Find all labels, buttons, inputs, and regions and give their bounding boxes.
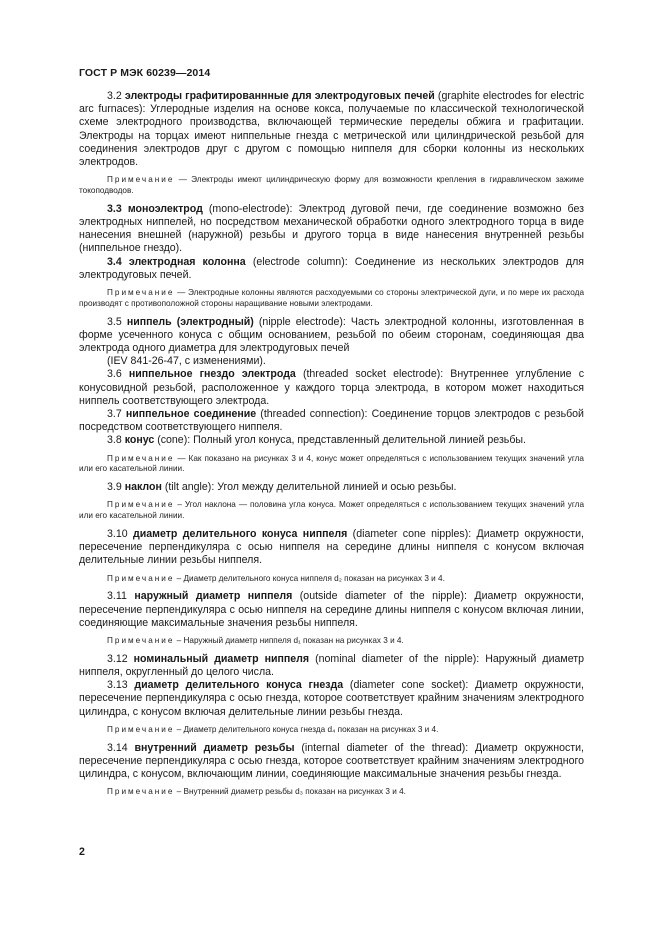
term-definition: (cone): Полный угол конуса, представленный делительной линией резьбы. xyxy=(154,434,526,447)
term-definition: (outside diameter of the nipple): Диаметр окружности, пересечение перпендикуляра с осью ниппеля на середине длины ниппеля с конусом включая линии, соединяющие максимальные значения резьбы ниппеля. xyxy=(79,590,584,629)
term-number: 3.13 xyxy=(107,679,128,692)
note-text: – Диаметр делительного конуса ниппеля d₂ показан на рисунках 3 и 4. xyxy=(174,573,445,583)
document-header: ГОСТ Р МЭК 60239—2014 xyxy=(79,67,211,79)
note xyxy=(79,175,584,197)
term-name: наружный диаметр ниппеля xyxy=(134,590,293,603)
term-number: 3.10 xyxy=(107,528,128,541)
term-number: 3.12 xyxy=(107,652,128,665)
term-entry xyxy=(79,742,584,782)
term-number: 3.9 xyxy=(107,481,122,494)
term-definition: (nominal diameter of the nipple): Наружный диаметр ниппеля, округленный до целого числа. xyxy=(79,652,584,679)
term-definition: (nipple electrode): Часть электродной колонны, изготовленная в форме усеченного конуса с общим основанием, резьбой по обеим сторонам, соединяющая два электрода одного диаметра для электродуговых печей xyxy=(79,315,584,355)
term-number: 3.11 xyxy=(107,590,127,603)
term-entry xyxy=(79,90,584,169)
term-name: номинальный диаметр ниппеля xyxy=(133,652,310,665)
note-text: — Электродные колонны являются расходуемыми со стороны электрической дуги, и по мере их расхода производят с противоположной стороны наращивание новыми электродами. xyxy=(79,288,584,308)
term-definition: (diameter cone nipples): Диаметр окружности, пересечение перпендикуляра с осью ниппеля на середине длины ниппеля с конусом включая делительные линии резьбы ниппеля. xyxy=(79,528,584,567)
note xyxy=(79,500,584,522)
term-entry xyxy=(79,368,584,408)
term-number: 3.7 xyxy=(107,408,122,421)
term-number: 3.5 xyxy=(107,315,122,328)
page-number: 2 xyxy=(79,846,85,858)
note-text: – Диаметр делительного конуса гнезда d₄ показан на рисунках 3 и 4. xyxy=(174,724,439,734)
term-entry xyxy=(79,653,584,679)
term-entry xyxy=(79,256,584,282)
term-entry xyxy=(79,203,584,256)
term-name: моноэлектрод xyxy=(127,202,203,215)
term-name: внутренний диаметр резьбы xyxy=(134,741,295,754)
term-name: конус xyxy=(124,434,155,447)
note xyxy=(79,636,584,647)
term-name: ниппельное гнездо электрода xyxy=(128,368,296,381)
term-number: 3.8 xyxy=(107,434,122,447)
term-number: 3.6 xyxy=(107,368,122,381)
term-definition: (mono-electrode): Электрод дуговой печи, где соединение возможно без электродных ниппелей, но посредством механической обработки одного электродного торца в виде нанесения внешней (наружной) резьбы и другого торца в виде нанесения внутренней резьбы (ниппельное гнездо). xyxy=(79,202,585,255)
note xyxy=(79,574,584,585)
term-definition: (electrode column): Соединение из нескольких электродов для электродуговых печей. xyxy=(79,255,585,281)
term-entry xyxy=(79,679,584,719)
term-name: электродная колонна xyxy=(128,255,246,268)
term-number: 3.4 xyxy=(107,255,122,268)
note-label: Примечание xyxy=(107,787,175,797)
term-name: электроды графитированнные для электродуговых печей xyxy=(124,90,435,102)
note-label: Примечание xyxy=(107,288,175,298)
note-text: – Угол наклона — половина угла конуса. Может определяться с использованием текущих значений угла или его касательной линии. xyxy=(79,500,584,521)
term-entry xyxy=(79,481,584,494)
term-name: ниппельное соединение xyxy=(125,408,257,421)
note xyxy=(79,288,584,310)
term-name: диаметр делительного конуса гнезда xyxy=(134,679,344,692)
note xyxy=(79,454,584,476)
term-number: 3.3 xyxy=(107,202,122,215)
note-label: Примечание xyxy=(107,724,175,734)
term-definition: (threaded socket electrode): Внутреннее углубление с конусовидной резьбой, расположенное у каждого торца электрода, в котором может находиться ниппель соответствующего электрода. xyxy=(79,368,584,407)
term-definition: (tilt angle): Угол между делительной линией и осью резьбы. xyxy=(161,481,457,494)
note xyxy=(79,787,584,798)
term-definition: (graphite electrodes for electric arc furnaces): Углеродные изделия на основе кокса, получаемые по классической технологической схеме электродного производства, включающей термические переделы обжига и графитации. Электроды на торцах имеют ниппельные гнезда с метрической или цилиндрической резьбой для соединения электродов друг с другом с помощью ниппеля для сборки колонны из нескольких электродов. xyxy=(79,90,584,169)
term-name: ниппель (электродный) xyxy=(126,315,254,328)
document-body xyxy=(79,90,584,804)
term-entry xyxy=(79,528,584,568)
note-text: – Внутренний диаметр резьбы d₃ показан на рисунках 3 и 4. xyxy=(174,787,406,797)
note-text: — Как показано на рисунках 3 и 4, конус может определяться с использованием текущих значений угла или его касательной линии. xyxy=(79,453,584,474)
term-definition: (threaded connection): Соединение торцов электродов с резьбой посредством соответствующего ниппеля. xyxy=(79,408,584,434)
term-entry xyxy=(79,408,584,434)
term-name: наклон xyxy=(124,481,162,494)
note xyxy=(79,725,584,736)
term-entry xyxy=(79,434,584,447)
term-definition: (diameter cone socket): Диаметр окружности, пересечение перпендикуляра с осью гнезда, которое соответствует крайним значениям электродного цилиндра, с конусом включая делительные линии резьбы гнезда. xyxy=(79,679,584,718)
term-entry xyxy=(79,590,584,630)
term-name: диаметр делительного конуса ниппеля xyxy=(132,528,348,541)
term-entry xyxy=(79,316,584,356)
note-text: — Электроды имеют цилиндрическую форму для возможности крепления в гидравлическом зажиме токоподводов. xyxy=(79,175,584,196)
note-label: Примечание xyxy=(107,453,175,463)
note-label: Примечание xyxy=(107,175,175,185)
note-label: Примечание xyxy=(107,573,175,583)
term-number: 3.2 xyxy=(107,90,122,102)
term-source-reference: (IEV 841-26-47, с изменениями). xyxy=(107,355,266,368)
term-number: 3.14 xyxy=(107,741,128,754)
note-label: Примечание xyxy=(107,636,175,646)
term-definition: (internal diameter of the thread): Диаметр окружности, пересечение перпендикуляра с осью гнезда, которое соответствует крайним значениям электродного цилиндра, с конусом, включающим линии, соединяющие максимальные значения резьбы гнезда. xyxy=(79,741,584,781)
note-text: – Наружный диаметр ниппеля d₁ показан на рисунках 3 и 4. xyxy=(174,636,404,646)
note-label: Примечание xyxy=(107,500,175,510)
